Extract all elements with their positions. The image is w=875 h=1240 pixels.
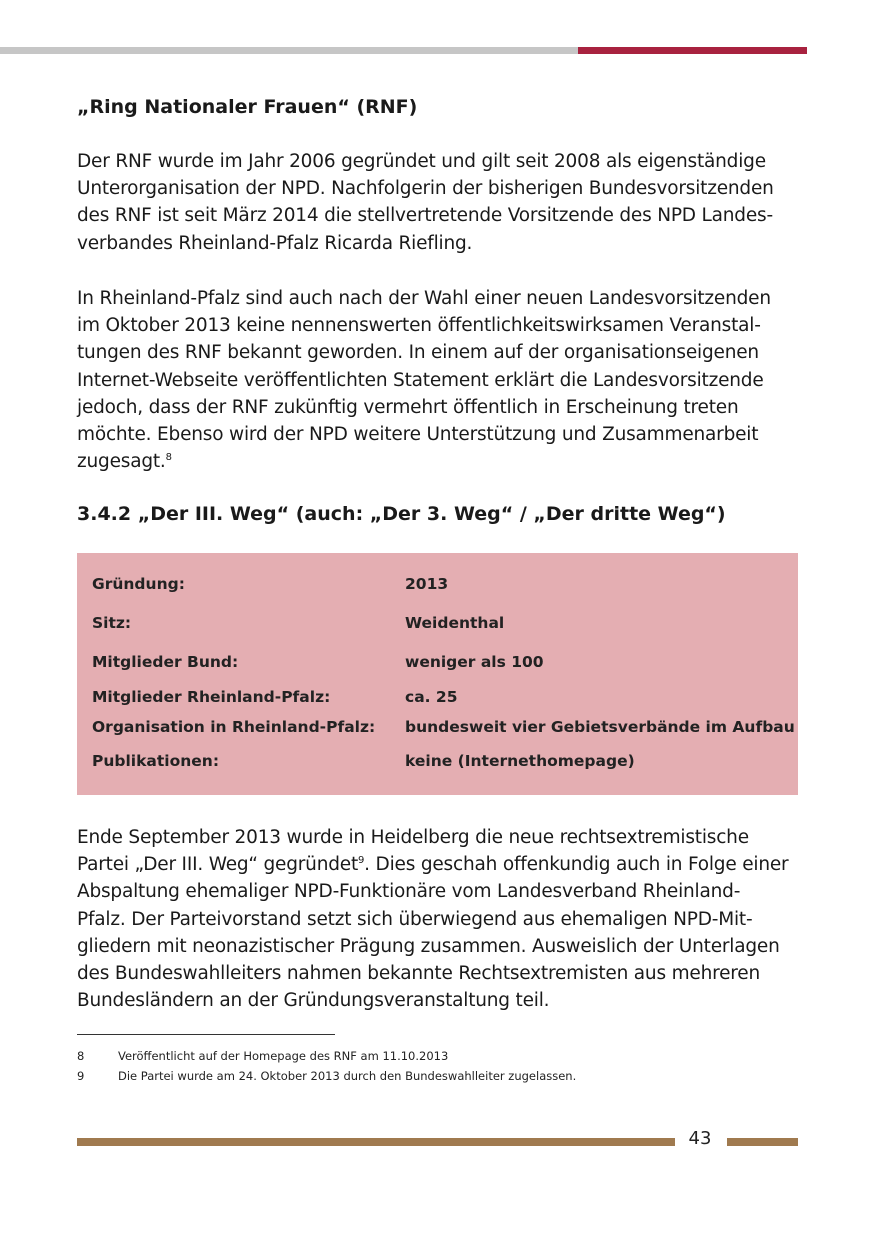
text-fragment: zugesagt.	[77, 451, 166, 473]
fact-value: 2013	[405, 575, 449, 593]
footnote-number: 8	[77, 1049, 85, 1063]
fact-label: Gründung:	[92, 575, 185, 593]
text-line	[77, 448, 799, 475]
text-line: des Bundeswahlleiters nahmen bekannte Rechtsextremisten aus mehreren	[77, 963, 760, 985]
paragraph-rnf-activity	[77, 285, 799, 475]
footer-bar-left	[77, 1138, 675, 1146]
text-line: In Rheinland-Pfalz sind auch nach der Wahl einer neuen Landesvorsitzenden	[77, 288, 771, 309]
fact-value: keine (Internethomepage)	[405, 752, 635, 770]
fact-value: ca. 25	[405, 688, 458, 706]
footnote-ref[interactable]: 8	[165, 452, 172, 464]
paragraph-der-dritte-weg	[77, 824, 799, 1014]
text-line: tungen des RNF bekannt geworden. In einem auf der organisationseigenen	[77, 342, 759, 364]
text-line: des RNF ist seit März 2014 die stellvertretende Vorsitzende des NPD Landes-	[77, 205, 773, 227]
fact-label: Publikationen:	[92, 752, 220, 770]
text-line: möchte. Ebenso wird der NPD weitere Unterstützung und Zusammenarbeit	[77, 424, 759, 446]
footer-bar-right	[727, 1138, 798, 1146]
text-fragment: Partei „Der III. Weg“ gegründet	[77, 854, 358, 876]
text-line: Unterorganisation der NPD. Nachfolgerin der bisherigen Bundesvorsitzenden	[77, 178, 774, 200]
fact-label: Mitglieder Rheinland-Pfalz:	[92, 688, 331, 706]
fact-value: bundesweit vier Gebietsverbände im Aufbau	[405, 718, 795, 736]
fact-value: Weidenthal	[405, 614, 505, 632]
page-number: 43	[688, 1128, 712, 1149]
fact-label: Mitglieder Bund:	[92, 653, 239, 671]
footnote-ref[interactable]: 9	[358, 855, 365, 867]
fact-label: Organisation in Rheinland-Pfalz:	[92, 718, 376, 736]
text-line: gliedern mit neonazistischer Prägung zusammen. Ausweislich der Unterlagen	[77, 935, 780, 957]
text-line: jedoch, dass der RNF zukünftig vermehrt öffentlich in Erscheinung treten	[77, 396, 739, 418]
text-line	[77, 851, 799, 878]
text-line: verbandes Rheinland-Pfalz Ricarda Riefling.	[77, 232, 473, 254]
paragraph-rnf-founding	[77, 148, 799, 257]
fact-box	[77, 553, 798, 795]
section-heading-rnf: „Ring Nationaler Frauen“ (RNF)	[77, 96, 418, 118]
text-line: Internet-Webseite veröffentlichten Statement erklärt die Landesvorsitzende	[77, 369, 764, 391]
fact-value: weniger als 100	[405, 653, 544, 671]
text-line: Pfalz. Der Parteivorstand setzt sich überwiegend aus ehemaligen NPD-Mit-	[77, 908, 753, 930]
text-fragment: . Dies geschah offenkundig auch in Folge einer	[364, 854, 789, 876]
text-line: Abspaltung ehemaliger NPD-Funktionäre vom Landesverband Rheinland-	[77, 881, 741, 903]
section-heading-der-dritte-weg: 3.4.2 „Der III. Weg“ (auch: „Der 3. Weg“ / „Der dritte Weg“)	[77, 503, 726, 525]
text-line: Bundesländern an der Gründungsveranstaltung teil.	[77, 990, 550, 1012]
top-accent-bar	[578, 47, 807, 54]
footnote-text: Veröffentlicht auf der Homepage des RNF am 11.10.2013	[118, 1049, 449, 1063]
footnote-divider	[77, 1034, 335, 1035]
fact-label: Sitz:	[92, 614, 132, 632]
top-gray-bar	[0, 47, 578, 54]
footnote-number: 9	[77, 1069, 85, 1083]
text-line: im Oktober 2013 keine nennenswerten öffentlichkeitswirksamen Veranstal-	[77, 315, 761, 337]
footnote-text: Die Partei wurde am 24. Oktober 2013 durch den Bundeswahlleiter zugelassen.	[118, 1069, 577, 1083]
text-line: Der RNF wurde im Jahr 2006 gegründet und gilt seit 2008 als eigenständige	[77, 151, 766, 172]
text-line: Ende September 2013 wurde in Heidelberg die neue rechtsextremistische	[77, 827, 749, 848]
